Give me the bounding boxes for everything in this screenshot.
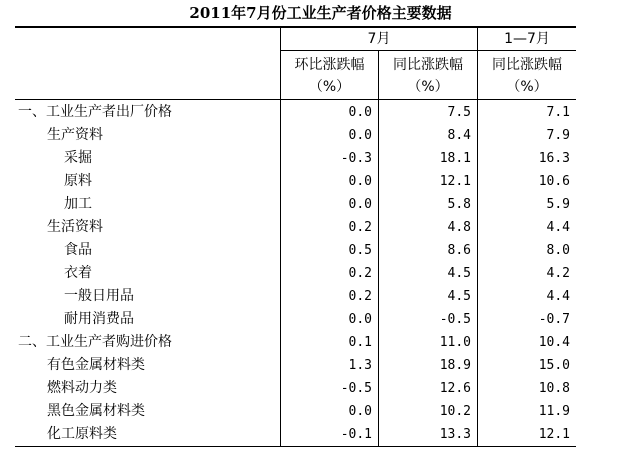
cell-yoy: 5.8 xyxy=(447,197,471,212)
cell-mom: 0.0 xyxy=(348,174,372,189)
row-label: 生产资料 xyxy=(47,127,103,143)
header-group-ytd: 1—7月 xyxy=(504,31,550,47)
cell-mom: 0.2 xyxy=(348,266,372,281)
row-label: 衣着 xyxy=(64,265,92,281)
cell-mom: 0.2 xyxy=(348,289,372,304)
cell-ytd: -0.7 xyxy=(538,312,570,327)
cell-ytd: 16.3 xyxy=(538,151,570,166)
cell-ytd: 8.0 xyxy=(546,243,570,258)
cell-yoy: 11.0 xyxy=(439,335,471,350)
cell-mom: 0.1 xyxy=(348,335,372,350)
header-bottom-rule xyxy=(15,99,576,100)
table-top-rule xyxy=(15,26,576,28)
cell-ytd: 7.9 xyxy=(546,128,570,143)
cell-ytd: 4.4 xyxy=(546,289,570,304)
cell-yoy: 4.8 xyxy=(447,220,471,235)
header-yoy: 同比涨跌幅 xyxy=(393,57,463,73)
header-unit-yoy: （%） xyxy=(407,79,449,95)
cell-ytd: 10.8 xyxy=(538,381,570,396)
table-title: 2011年7月份工业生产者价格主要数据 xyxy=(189,4,452,22)
cell-yoy: 10.2 xyxy=(439,404,471,419)
row-label: 原料 xyxy=(64,173,92,189)
cell-yoy: 4.5 xyxy=(447,266,471,281)
cell-mom: 0.0 xyxy=(348,128,372,143)
cell-yoy: 12.1 xyxy=(439,174,471,189)
cell-ytd: 5.9 xyxy=(546,197,570,212)
cell-yoy: 7.5 xyxy=(447,105,471,120)
cell-yoy: -0.5 xyxy=(439,312,471,327)
row-label: 化工原料类 xyxy=(47,426,117,442)
cell-mom: 0.0 xyxy=(348,197,372,212)
cell-yoy: 18.9 xyxy=(439,358,471,373)
cell-mom: 0.2 xyxy=(348,220,372,235)
cell-yoy: 8.6 xyxy=(447,243,471,258)
header-unit-ytd: （%） xyxy=(506,79,548,95)
cell-ytd: 4.4 xyxy=(546,220,570,235)
row-label: 加工 xyxy=(64,196,92,212)
cell-ytd: 15.0 xyxy=(538,358,570,373)
header-mom: 环比涨跌幅 xyxy=(294,57,365,73)
cell-yoy: 4.5 xyxy=(447,289,471,304)
row-label: 一般日用品 xyxy=(64,288,134,304)
cell-mom: -0.1 xyxy=(340,427,372,442)
row-label: 燃料动力类 xyxy=(47,380,117,396)
header-group-month: 7月 xyxy=(367,31,391,47)
cell-ytd: 7.1 xyxy=(546,105,570,120)
table-bottom-rule xyxy=(15,446,576,447)
row-label: 耐用消费品 xyxy=(64,311,134,327)
cell-yoy: 13.3 xyxy=(439,427,471,442)
cell-mom: 0.5 xyxy=(348,243,372,258)
cell-mom: 0.0 xyxy=(348,404,372,419)
row-label: 采掘 xyxy=(64,150,92,166)
cell-mom: 0.0 xyxy=(348,105,372,120)
cell-ytd: 12.1 xyxy=(538,427,570,442)
header-unit-mom: （%） xyxy=(308,79,351,95)
group-header-rule xyxy=(280,50,576,51)
row-label: 有色金属材料类 xyxy=(47,357,145,373)
cell-yoy: 12.6 xyxy=(439,381,471,396)
cell-mom: -0.5 xyxy=(340,381,372,396)
row-label: 一、工业生产者出厂价格 xyxy=(18,104,172,120)
cell-mom: 0.0 xyxy=(348,312,372,327)
cell-mom: -0.3 xyxy=(340,151,372,166)
row-label: 生活资料 xyxy=(47,219,103,235)
header-ytd-yoy: 同比涨跌幅 xyxy=(492,57,562,73)
cell-yoy: 18.1 xyxy=(439,151,471,166)
cell-yoy: 8.4 xyxy=(447,128,471,143)
row-label: 黑色金属材料类 xyxy=(47,403,145,419)
cell-ytd: 11.9 xyxy=(538,404,570,419)
cell-ytd: 4.2 xyxy=(546,266,570,281)
cell-mom: 1.3 xyxy=(348,358,372,373)
row-label: 食品 xyxy=(64,242,92,258)
cell-ytd: 10.4 xyxy=(538,335,570,350)
row-label: 二、工业生产者购进价格 xyxy=(18,334,172,350)
cell-ytd: 10.6 xyxy=(538,174,570,189)
